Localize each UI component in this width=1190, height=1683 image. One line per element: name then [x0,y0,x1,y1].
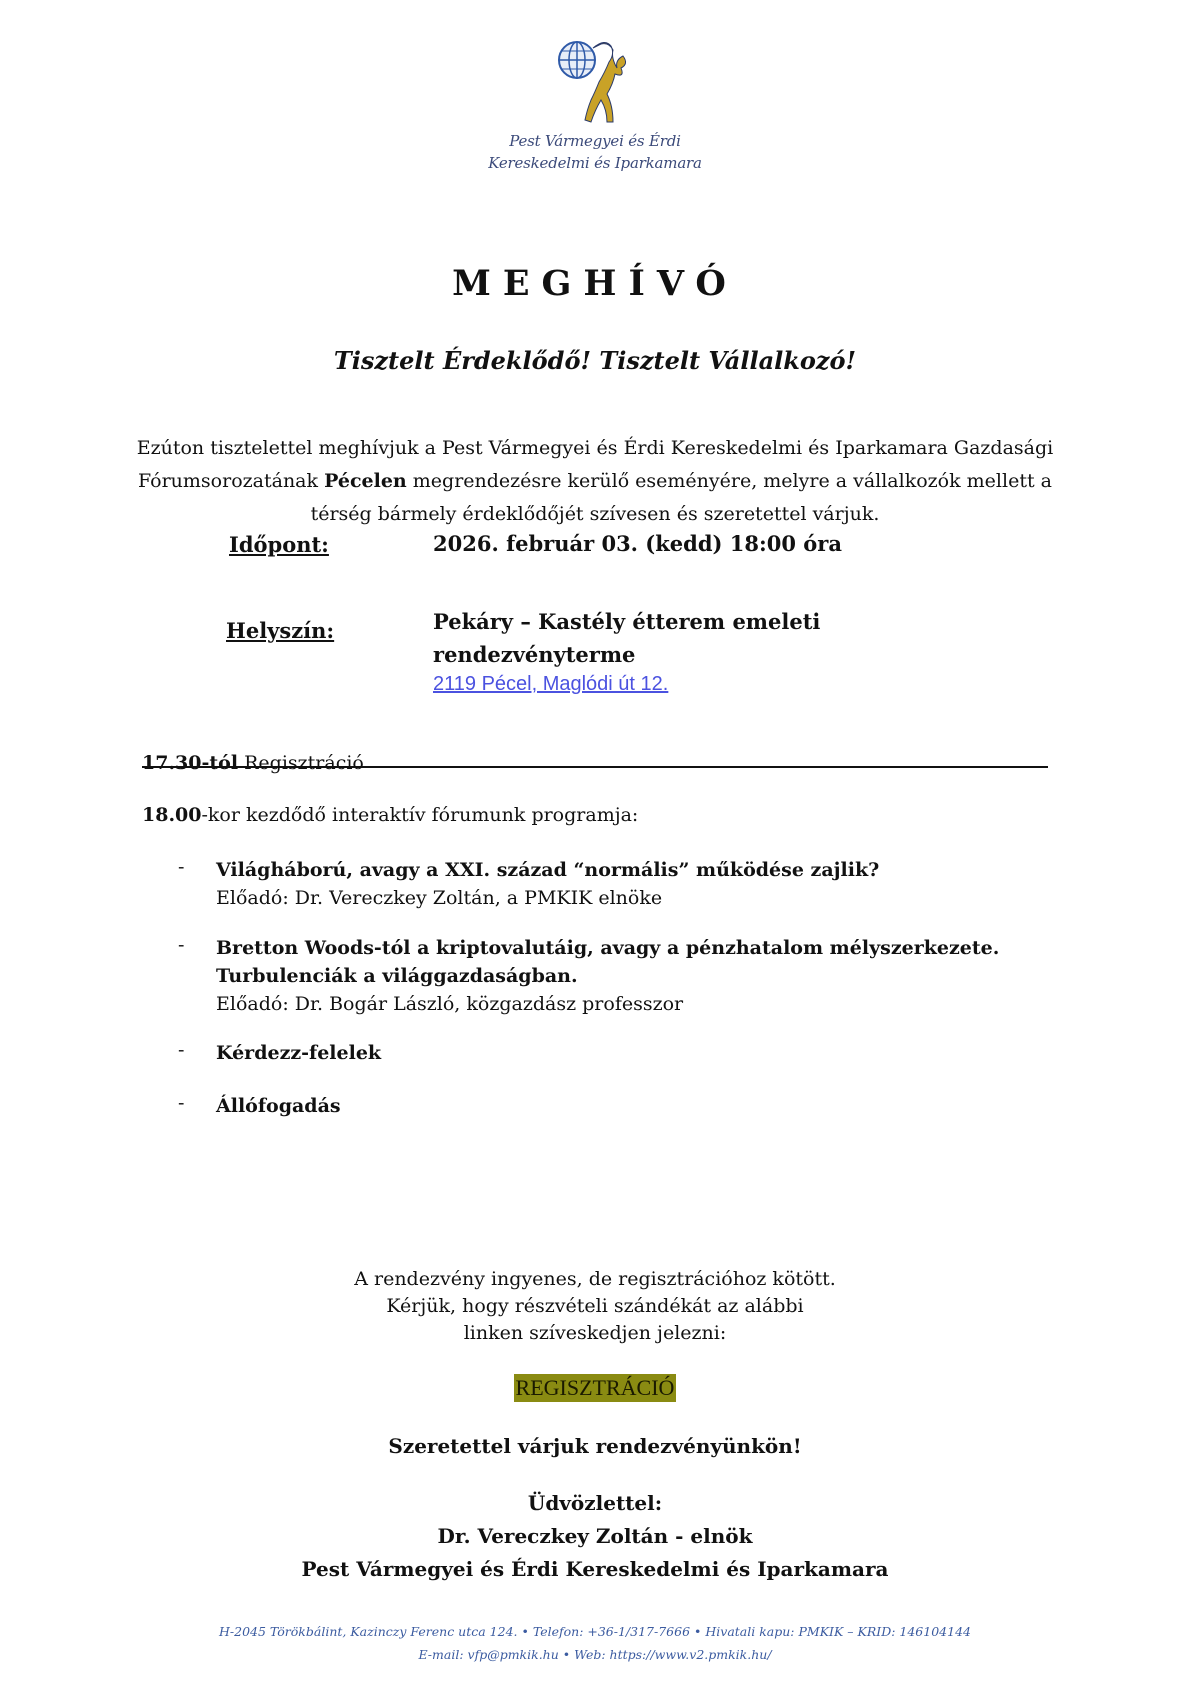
time-label: Időpont: [229,532,329,557]
program-item-title: Bretton Woods-tól a kriptovalutáig, avagy a pénzhatalom mélyszerkezete. [216,937,1000,959]
dash-bullet: - [178,1092,185,1114]
dash-bullet: - [178,934,185,956]
web-label: • Web: [558,1647,610,1662]
register-button[interactable]: REGISZTRÁCIÓ [515,1375,675,1400]
dash-bullet: - [178,1039,185,1061]
registration-note [0,1266,1190,1347]
program-item [178,1039,1058,1067]
program-item-title-cont: Turbulenciák a világgazdaságban. [216,965,578,987]
program-item-speaker: Előadó: Dr. Bogár László, közgazdász professzor [216,993,684,1015]
place-line1: Pekáry – Kastély étterem emeleti [433,609,821,634]
greeting: Tisztelt Érdeklődő! Tisztelt Vállalkozó! [333,346,857,375]
org-name-line1: Pest Vármegyei és Érdi [509,132,681,150]
program-intro [142,804,638,826]
program-item-title: Állófogadás [216,1095,341,1117]
note-line3: linken szíveskedjen jelezni: [463,1322,727,1344]
page-title: MEGHÍVÓ [452,263,738,304]
org-name-line2: Kereskedelmi és Iparkamara [488,154,702,172]
footer-contact: H-2045 Törökbálint, Kazinczy Ferenc utca 124. • Telefon: +36-1/317-7666 • Hivatali kapu: PMKIK – KRID: 146104144 [219,1624,971,1639]
note-line2: Kérjük, hogy részvételi szándékát az alábbi [386,1295,804,1317]
closing-line: Szeretettel várjuk rendezvényünkön! [388,1434,802,1458]
start-label: -kor kezdődő interaktív fórumunk programja: [201,804,639,826]
program-item [178,934,1058,1018]
signature-org: Pest Vármegyei és Érdi Kereskedelmi és Iparkamara [301,1557,889,1581]
email-link[interactable]: vfp@pmkik.hu [467,1647,559,1662]
note-line1: A rendezvény ingyenes, de regisztrációhoz kötött. [354,1268,836,1290]
intro-text-2: megrendezésre kerülő eseményére, melyre a vállalkozók mellett a térség bármely érdeklődőjét szívesen és szeretettel várjuk. [310,470,1052,525]
dash-bullet: - [178,856,185,878]
signature-name: Dr. Vereczkey Zoltán - elnök [437,1524,753,1548]
email-label: E-mail: [418,1647,468,1662]
signature-block [0,1487,1190,1586]
program-item [178,856,1058,912]
globe-lion-emblem-icon [555,38,635,130]
start-time: 18.00 [142,804,202,826]
footer [0,1620,1190,1666]
program-item-title: Világháború, avagy a XXI. század “normális” működése zajlik? [216,859,880,881]
footer-links [0,1643,1190,1666]
signature-greeting: Üdvözlettel: [527,1491,663,1515]
registration-line [142,752,364,774]
program-item-speaker: Előadó: Dr. Vereczkey Zoltán, a PMKIK elnöke [216,887,663,909]
address-link[interactable]: 2119 Pécel, Maglódi út 12. [433,673,669,695]
web-link[interactable]: https://www.v2.pmkik.hu/ [609,1647,772,1662]
place-line2: rendezvényterme [433,642,636,667]
place-label: Helyszín: [226,618,335,643]
intro-paragraph [130,432,1060,531]
program-item-title: Kérdezz-felelek [216,1042,382,1064]
registration-time: 17.30-tól [142,752,239,774]
program-item [178,1092,1058,1120]
intro-location: Pécelen [324,470,407,492]
intro-text-1: Ezúton tisztelettel meghívjuk a Pest Vármegyei és Érdi Kereskedelmi és Iparkamara Gazdasági Fórumsorozatának [136,437,1054,492]
time-value: 2026. február 03. (kedd) 18:00 óra [433,531,842,556]
registration-label: Regisztráció [238,752,364,774]
place-value [433,605,820,697]
header-logo [0,38,1190,174]
